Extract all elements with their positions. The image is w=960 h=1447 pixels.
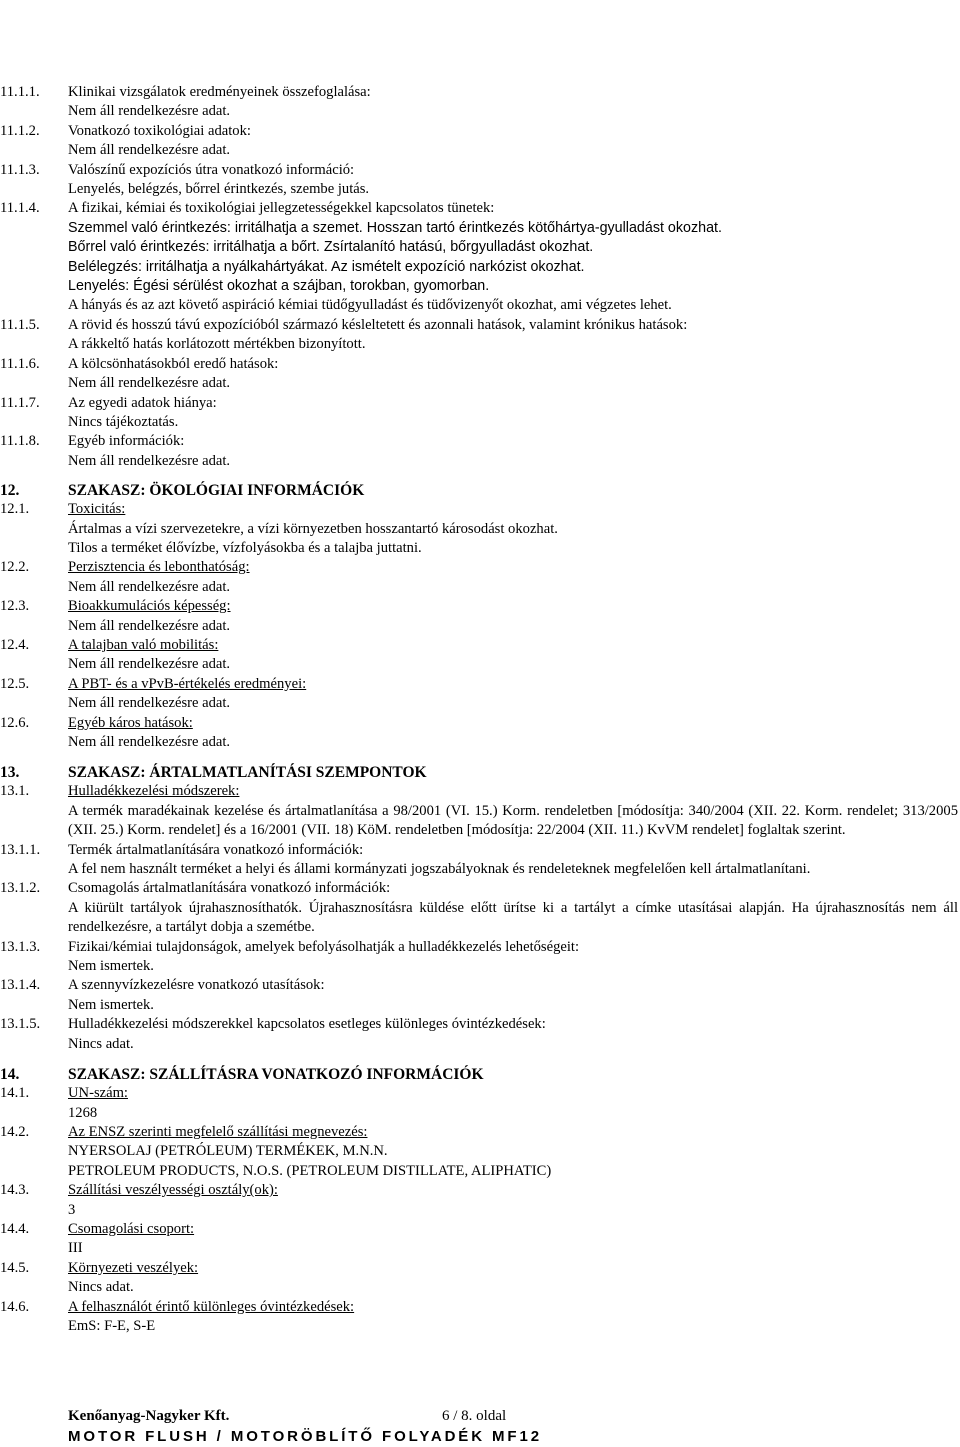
item-number: [0, 899, 68, 938]
item-number: [0, 238, 68, 257]
item-text: Hulladékkezelési módszerekkel kapcsolatos esetleges különleges óvintézkedések:: [68, 1016, 546, 1033]
subsection-heading: [0, 161, 960, 180]
subsection-line: [0, 617, 960, 636]
subsection-heading: [0, 597, 960, 616]
item-number: [0, 1035, 68, 1054]
subsection-heading: [0, 714, 960, 733]
item-text: A hányás és az azt követő aspiráció kémiai tüdőgyulladást és tüdővizenyőt okozhat, ami végzetes lehet.: [68, 297, 672, 314]
item-number: 12.3.: [0, 598, 30, 615]
subsection-heading: [0, 1015, 960, 1034]
item-number: 14.2.: [0, 1123, 30, 1140]
subsection-line: [0, 219, 960, 238]
subsection-line: [0, 335, 960, 354]
item-number: [0, 452, 68, 471]
item-number: [0, 219, 68, 238]
item-number: [0, 277, 68, 296]
subsection-paragraph: [0, 802, 960, 841]
section-heading: [0, 1065, 960, 1084]
subsection-line: [0, 296, 960, 315]
subsection-paragraph: [0, 996, 960, 1015]
item-text: Bőrrel való érintkezés: irritálhatja a bőrt. Zsírtalanító hatású, bőrgyulladást okozhat.: [68, 239, 594, 256]
item-number: 14.1.: [0, 1085, 30, 1102]
document-header: [0, 0, 960, 58]
header-info: [8, 2, 230, 56]
item-number: 13.1.4.: [0, 977, 41, 994]
item-text: A kölcsönhatásokból eredő hatások:: [68, 355, 279, 372]
item-text: Egyéb káros hatások:: [68, 714, 193, 731]
item-text: Az ENSZ szerinti megfelelő szállítási megnevezés:: [68, 1123, 368, 1140]
item-text: Egyéb információk:: [68, 433, 185, 450]
section-heading: [0, 763, 960, 782]
section-heading: [0, 481, 960, 500]
item-number: [0, 617, 68, 636]
item-number: 12.5.: [0, 675, 30, 692]
item-number: 12.4.: [0, 636, 30, 653]
item-number: 14.4.: [0, 1220, 30, 1237]
subsection-heading: [0, 432, 960, 451]
subsection-heading: [0, 1123, 960, 1142]
item-number: 13.1.5.: [0, 1016, 41, 1033]
item-text: Nem áll rendelkezésre adat.: [68, 375, 231, 392]
item-text: Belélegzés: irritálhatja a nyálkahártyákat. Az ismételt expozíció narkózist okozhat.: [68, 258, 585, 275]
item-text: Csomagolás ártalmatlanítására vonatkozó információk:: [68, 880, 391, 897]
item-number: [0, 1239, 68, 1258]
item-text: Termék ártalmatlanítására vonatkozó információk:: [68, 841, 364, 858]
item-number: 11.1.8.: [0, 433, 40, 450]
item-number: [0, 655, 68, 674]
subsection-heading: [0, 1084, 960, 1103]
item-text: A PBT- és a vPvB-értékelés eredményei:: [68, 675, 307, 692]
item-number: [0, 802, 68, 841]
item-number: 11.1.4.: [0, 200, 40, 217]
subsection-heading: [0, 1181, 960, 1200]
subsection-heading: [0, 1220, 960, 1239]
item-text: Nem áll rendelkezésre adat.: [68, 617, 231, 634]
item-text: Az egyedi adatok hiánya:: [68, 394, 217, 411]
item-number: 11.1.3.: [0, 161, 40, 178]
item-number: 11.1.2.: [0, 122, 40, 139]
item-text: Nem ismertek.: [68, 958, 154, 975]
subsection-line: [0, 1317, 960, 1336]
item-text: Bioakkumulációs képesség:: [68, 598, 231, 615]
item-number: [0, 1278, 68, 1297]
subsection-line: [0, 1162, 960, 1181]
item-text: III: [68, 1240, 83, 1257]
item-text: Környezeti veszélyek:: [68, 1259, 199, 1276]
item-number: [0, 1162, 68, 1181]
item-text: A talajban való mobilitás:: [68, 636, 219, 653]
item-text: Nem áll rendelkezésre adat.: [68, 578, 231, 595]
subsection-heading: [0, 782, 960, 801]
item-number: 12.6.: [0, 714, 30, 731]
item-number: [0, 733, 68, 752]
subsection-heading: [0, 636, 960, 655]
item-text: Nem áll rendelkezésre adat.: [68, 695, 231, 712]
subsection-heading: [0, 316, 960, 335]
item-text: Csomagolási csoport:: [68, 1220, 195, 1237]
subsection-line: [0, 1142, 960, 1161]
item-number: [0, 141, 68, 160]
subsection-line: [0, 452, 960, 471]
item-text: Nincs adat.: [68, 1279, 134, 1296]
subsection-line: [0, 141, 960, 160]
item-text: A fel nem használt terméket a helyi és állami kormányzati jogszabályoknak és rendeleteknek megfelelően kell ártalmatlanítani.: [68, 861, 811, 878]
item-text: Nem áll rendelkezésre adat.: [68, 656, 231, 673]
subsection-heading: [0, 938, 960, 957]
website-link[interactable]: http://www.biztonsagiadatlap.hu: [748, 20, 956, 37]
revision-date: Felülvizsgálat időpontja: -: [8, 20, 176, 37]
subsection-heading: [0, 83, 960, 102]
item-text: A rákkeltő hatás korlátozott mértékben bizonyított.: [68, 336, 366, 353]
item-text: Toxicitás:: [68, 501, 126, 518]
item-number: [0, 539, 68, 558]
subsection-line: [0, 1278, 960, 1297]
item-text: Vonatkozó toxikológiai adatok:: [68, 122, 251, 139]
section-number: 12.: [0, 482, 20, 500]
item-text: A kiürült tartályok újrahasznosíthatók. Újrahasznosításra küldése előtt ürítse ki a tartályt a címke utasításai alapján. Ha újrahasznosítás nem áll rendelkezésre, a tartályt dobja a szemétbe.: [68, 899, 958, 936]
item-text: Ártalmas a vízi szervezetekre, a vízi környezetben hosszantartó károsodást okozhat.: [68, 520, 558, 537]
item-text: Szállítási veszélyességi osztály(ok):: [68, 1182, 278, 1199]
item-text: Nincs tájékoztatás.: [68, 413, 179, 430]
page-number: 6 / 8. oldal: [442, 1408, 507, 1424]
item-text: Nem áll rendelkezésre adat.: [68, 142, 231, 159]
item-number: 12.1.: [0, 501, 30, 518]
item-text: A rövid és hosszú távú expozícióból származó késleltetett és azonnali hatások, valamint krónikus hatások:: [68, 316, 688, 333]
item-number: [0, 694, 68, 713]
item-text: Nem áll rendelkezésre adat.: [68, 734, 231, 750]
subsection-line: [0, 694, 960, 713]
item-number: [0, 1317, 68, 1336]
subsection-line: [0, 578, 960, 597]
subsection-heading: [0, 841, 960, 860]
item-number: [0, 1142, 68, 1161]
subsection-line: [0, 374, 960, 393]
item-number: 13.1.: [0, 783, 30, 800]
item-text: Nem ismertek.: [68, 996, 154, 1013]
subsection-paragraph: [0, 860, 960, 879]
item-text: Lenyelés: Égési sérülést okozhat a szájban, torokban, gyomorban.: [68, 278, 490, 295]
item-text: Hulladékkezelési módszerek:: [68, 783, 240, 800]
subsection-line: [0, 1201, 960, 1220]
item-text: PETROLEUM PRODUCTS, N.O.S. (PETROLEUM DISTILLATE, ALIPHATIC): [68, 1162, 552, 1179]
item-text: A termék maradékainak kezelése és ártalmatlanítása a 98/2001 (VI. 15.) Korm. rendeletben [módosítja: 340/2004 (XII. 22. Korm. rendelet; 313/2005 (XII. 25.) Korm. rendelet] és a 16/2001 (VII. 18) KöM. rendeletben [módosítja: 22/2004 (XII. 11.) KvVM rendelet] foglaltak szerint.: [68, 802, 958, 839]
item-text: Nem áll rendelkezésre adat.: [68, 103, 231, 120]
section-title: SZAKASZ: ÖKOLÓGIAI INFORMÁCIÓK: [68, 482, 365, 500]
item-number: [0, 296, 68, 315]
item-text: 3: [68, 1201, 76, 1218]
item-number: [0, 1201, 68, 1220]
subsection-line: [0, 539, 960, 558]
item-number: [0, 578, 68, 597]
product-name: MOTOR FLUSH / MOTORÖBLÍTŐ FOLYADÉK MF12: [68, 1428, 542, 1445]
subsection-heading: [0, 500, 960, 519]
item-number: [0, 180, 68, 199]
item-text: Lenyelés, belégzés, bőrrel érintkezés, szembe jutás.: [68, 181, 370, 198]
subsection-line: [0, 413, 960, 432]
item-number: [0, 957, 68, 976]
item-text: 1268: [68, 1104, 98, 1121]
subsection-heading: [0, 976, 960, 995]
item-number: 14.6.: [0, 1298, 30, 1315]
subsection-heading: [0, 675, 960, 694]
section-number: 14.: [0, 1066, 20, 1084]
item-number: 13.1.1.: [0, 841, 41, 858]
subsection-line: [0, 180, 960, 199]
subsection-heading: [0, 355, 960, 374]
subsection-line: [0, 277, 960, 296]
item-number: [0, 520, 68, 539]
item-text: A felhasználót érintő különleges óvintézkedések:: [68, 1298, 355, 1315]
item-number: 13.1.3.: [0, 938, 41, 955]
subsection-line: [0, 258, 960, 277]
subsection-line: [0, 102, 960, 121]
item-number: [0, 258, 68, 277]
item-number: 14.5.: [0, 1259, 30, 1276]
subsection-line: [0, 1104, 960, 1123]
item-number: [0, 860, 68, 879]
subsection-paragraph: [0, 1035, 960, 1054]
version-number: Verziószám: 1: [8, 38, 100, 55]
item-number: [0, 413, 68, 432]
item-text: Nem áll rendelkezésre adat.: [68, 452, 231, 469]
item-text: Valószínű expozíciós útra vonatkozó információ:: [68, 161, 355, 178]
company-name: Kenőanyag-Nagyker Kft.: [68, 1408, 230, 1424]
subsection-paragraph: [0, 957, 960, 976]
item-text: Perzisztencia és lebonthatóság:: [68, 559, 250, 576]
section-title: SZAKASZ: ÁRTALMATLANÍTÁSI SZEMPONTOK: [68, 764, 427, 782]
item-number: 12.2.: [0, 559, 30, 576]
subsection-heading: [0, 1259, 960, 1278]
subsection-line: [0, 733, 960, 752]
created-date: Elkészítés időpontja: 2013. 04. 10.: [8, 2, 230, 19]
section-title: SZAKASZ: SZÁLLÍTÁSRA VONATKOZÓ INFORMÁCIÓK: [68, 1066, 484, 1084]
item-text: Szemmel való érintkezés: irritálhatja a szemet. Hosszan tartó érintkezés kötőhártya-gyulladást okozhat.: [68, 219, 722, 236]
subsection-paragraph: [0, 899, 960, 938]
subsection-line: [0, 1239, 960, 1258]
subsection-line: [0, 655, 960, 674]
item-text: UN-szám:: [68, 1085, 128, 1102]
subsection-heading: [0, 1298, 960, 1317]
item-number: 11.1.7.: [0, 394, 40, 411]
subsection-heading: [0, 558, 960, 577]
subsection-heading: [0, 879, 960, 898]
item-text: A fizikai, kémiai és toxikológiai jellegzetességekkel kapcsolatos tünetek:: [68, 200, 495, 217]
item-text: EmS: F-E, S-E: [68, 1317, 156, 1334]
item-text: Klinikai vizsgálatok eredményeinek összefoglalása:: [68, 84, 371, 100]
subsection-heading: [0, 122, 960, 141]
item-number: 11.1.6.: [0, 355, 40, 372]
subsection-heading: [0, 199, 960, 218]
item-text: Fizikai/kémiai tulajdonságok, amelyek befolyásolhatják a hulladékkezelés lehetőségeit:: [68, 938, 580, 955]
item-text: A szennyvízkezelésre vonatkozó utasítások:: [68, 977, 325, 994]
item-number: [0, 374, 68, 393]
subsection-line: [0, 520, 960, 539]
item-number: [0, 335, 68, 354]
subsection-heading: [0, 394, 960, 413]
item-number: 11.1.5.: [0, 316, 40, 333]
subsection-line: [0, 238, 960, 257]
item-text: Nincs adat.: [68, 1035, 134, 1052]
section-number: 13.: [0, 764, 20, 782]
document-body: [0, 83, 960, 1336]
item-text: Tilos a terméket élővízbe, vízfolyásokba és a talajba juttatni.: [68, 539, 422, 556]
item-number: 13.1.2.: [0, 880, 41, 897]
item-number: [0, 1104, 68, 1123]
item-text: NYERSOLAJ (PETRÓLEUM) TERMÉKEK, M.N.N.: [68, 1143, 388, 1160]
item-number: 14.3.: [0, 1182, 30, 1199]
item-number: 11.1.1.: [0, 84, 40, 100]
item-number: [0, 996, 68, 1015]
item-number: [0, 102, 68, 121]
